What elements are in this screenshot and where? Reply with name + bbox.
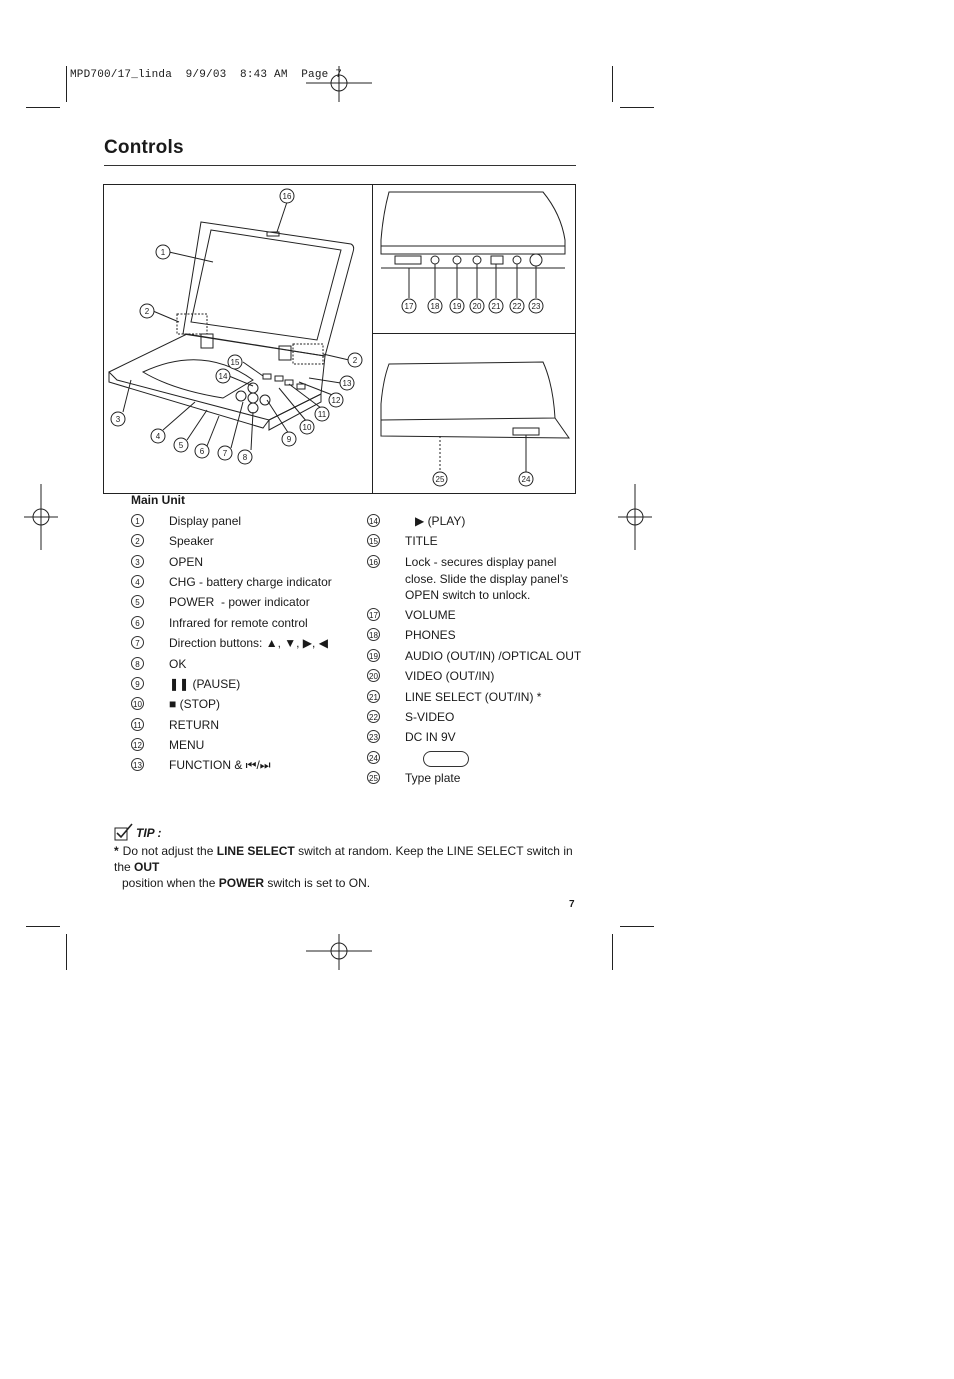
- item-number: 19: [367, 649, 380, 662]
- item-label: CHG - battery charge indicator: [169, 575, 332, 589]
- crop-mark: [612, 66, 613, 102]
- item-number: 2: [131, 534, 144, 547]
- item-number: 1: [131, 514, 144, 527]
- item-number: 10: [131, 697, 144, 710]
- callout-marker: [428, 299, 442, 313]
- tip-asterisk: *: [114, 844, 119, 858]
- crop-mark: [612, 934, 613, 970]
- item-number: 16: [367, 555, 380, 568]
- crop-mark: [26, 926, 60, 927]
- item-number: 3: [131, 555, 144, 568]
- item-number: 8: [131, 657, 144, 670]
- tip-bold-run: LINE SELECT: [216, 844, 295, 858]
- item-number: 21: [367, 690, 380, 703]
- callout-label: 5: [178, 441, 184, 450]
- callout-label: 4: [155, 432, 161, 441]
- item-label: Type plate: [405, 771, 461, 785]
- item-label: ■ (STOP): [169, 697, 221, 711]
- speaker-right: [293, 344, 323, 364]
- player-illustration: [103, 184, 576, 494]
- item-label: PHONES: [405, 628, 456, 642]
- callout-marker: [329, 393, 343, 407]
- callout-marker: [111, 412, 125, 426]
- callout-label: 17: [404, 302, 414, 311]
- item-label: TITLE: [405, 534, 438, 548]
- side-view-body: [381, 362, 555, 420]
- callout-marker: [529, 299, 543, 313]
- rear-view-body: [381, 192, 565, 254]
- registration-mark-left: [24, 484, 60, 552]
- callout-label: 20: [472, 302, 482, 311]
- callout-marker: [450, 299, 464, 313]
- item-number: 15: [367, 534, 380, 547]
- item-number: 13: [131, 758, 144, 771]
- callout-label: 13: [342, 379, 352, 388]
- tip-text-run: Do not adjust the: [122, 844, 217, 858]
- callout-marker: [195, 444, 209, 458]
- callout-label: 23: [531, 302, 541, 311]
- checkmark-icon: [114, 822, 134, 842]
- callout-marker: [348, 353, 362, 367]
- item-label: VIDEO (OUT/IN): [405, 669, 495, 683]
- screen-outline: [191, 230, 341, 340]
- callout-marker: [140, 304, 154, 318]
- callout-label: 10: [302, 423, 312, 432]
- item-number: 6: [131, 616, 144, 629]
- crop-mark: [26, 107, 60, 108]
- callout-label: 25: [435, 475, 445, 484]
- callout-label: 1: [160, 248, 166, 257]
- callout-label: 18: [430, 302, 440, 311]
- callout-marker: [238, 450, 252, 464]
- callout-marker: [216, 369, 230, 383]
- item-number: 9: [131, 677, 144, 690]
- callout-marker: [151, 429, 165, 443]
- item-label: MENU: [169, 738, 205, 752]
- tip-text-run: switch at random. Keep the LINE SELECT switch in the: [114, 844, 573, 874]
- item-label: Infrared for remote control: [169, 616, 308, 630]
- item-label: VOLUME: [405, 608, 456, 622]
- callout-marker: [218, 446, 232, 460]
- crop-mark: [620, 107, 654, 108]
- tip-bold-run: POWER: [218, 876, 265, 890]
- item-label: ▶ (PLAY): [405, 514, 466, 528]
- callout-label: 7: [222, 449, 228, 458]
- item-number: 14: [367, 514, 380, 527]
- callout-marker: [174, 438, 188, 452]
- crop-mark: [66, 934, 67, 970]
- crop-mark: [66, 66, 67, 102]
- print-slug: MPD700/17_linda 9/9/03 8:43 AM Page 7: [70, 69, 343, 81]
- item-label: AUDIO (OUT/IN) /OPTICAL OUT: [405, 649, 582, 663]
- page-title: Controls: [104, 137, 184, 158]
- callout-marker: [156, 245, 170, 259]
- item-label: FUNCTION & ⏮/⏭: [169, 758, 271, 772]
- callout-marker: [228, 355, 242, 369]
- callout-marker: [280, 189, 294, 203]
- callout-label: 3: [115, 415, 121, 424]
- callout-label: 24: [521, 475, 531, 484]
- callout-marker: [340, 376, 354, 390]
- tip-text: [114, 843, 584, 891]
- callout-label: 11: [317, 410, 327, 419]
- item-number: 4: [131, 575, 144, 588]
- callout-label: 21: [491, 302, 501, 311]
- item-label: POWER - power indicator: [169, 595, 310, 609]
- callout-label: 8: [242, 453, 248, 462]
- callout-label: 15: [230, 358, 240, 367]
- callout-marker: [300, 420, 314, 434]
- callout-label: 19: [452, 302, 462, 311]
- callout-marker: [470, 299, 484, 313]
- callout-label: 12: [331, 396, 341, 405]
- item-number: 25: [367, 771, 380, 784]
- callout-marker: [489, 299, 503, 313]
- item-label: ❚❚ (PAUSE): [169, 677, 241, 691]
- crop-mark: [620, 926, 654, 927]
- tip-text-run: position when the: [122, 876, 219, 890]
- title-divider: [104, 165, 576, 166]
- callout-label: 2: [144, 307, 150, 316]
- callout-marker: [433, 472, 447, 486]
- item-number: 22: [367, 710, 380, 723]
- item-label: OK: [169, 657, 187, 671]
- callout-label: 22: [512, 302, 522, 311]
- callout-marker: [510, 299, 524, 313]
- item-number: 24: [367, 751, 380, 764]
- item-number: 12: [131, 738, 144, 751]
- callout-label: 6: [199, 447, 205, 456]
- item-label: OPEN: [169, 555, 204, 569]
- page-number: 7: [569, 899, 575, 910]
- item-number: 20: [367, 669, 380, 682]
- item-number: 17: [367, 608, 380, 621]
- tip-bold-run: OUT: [134, 860, 160, 874]
- open-switch-icon: [423, 751, 469, 767]
- item-label: Speaker: [169, 534, 214, 548]
- registration-mark-bottom: [306, 934, 374, 974]
- callout-marker: [519, 472, 533, 486]
- item-number: 23: [367, 730, 380, 743]
- item-number: 7: [131, 636, 144, 649]
- tip-text-run: switch is set to ON.: [264, 876, 371, 890]
- registration-mark-right: [618, 484, 654, 552]
- callout-label: 2: [352, 356, 358, 365]
- item-label: RETURN: [169, 718, 219, 732]
- callout-marker: [315, 407, 329, 421]
- callout-label: 16: [282, 192, 292, 201]
- callout-marker: [282, 432, 296, 446]
- item-label: LINE SELECT (OUT/IN) *: [405, 690, 542, 704]
- item-label: DC IN 9V: [405, 730, 456, 744]
- callout-label: 9: [286, 435, 292, 444]
- item-label: Display panel: [169, 514, 242, 528]
- item-number: 11: [131, 718, 144, 731]
- item-label: S-VIDEO: [405, 710, 455, 724]
- base-front: [109, 372, 269, 428]
- item-number: 5: [131, 595, 144, 608]
- item-number: 18: [367, 628, 380, 641]
- callout-marker: [402, 299, 416, 313]
- item-label: Lock - secures display panel close. Slide the display panel’s OPEN switch to unlock.: [405, 555, 569, 602]
- hinge: [279, 346, 291, 360]
- section-heading: Main Unit: [131, 493, 185, 507]
- tip-label: TIP :: [136, 826, 162, 840]
- item-label: Direction buttons: ▲, ▼, ▶, ◀: [169, 636, 328, 650]
- callout-label: 14: [218, 372, 228, 381]
